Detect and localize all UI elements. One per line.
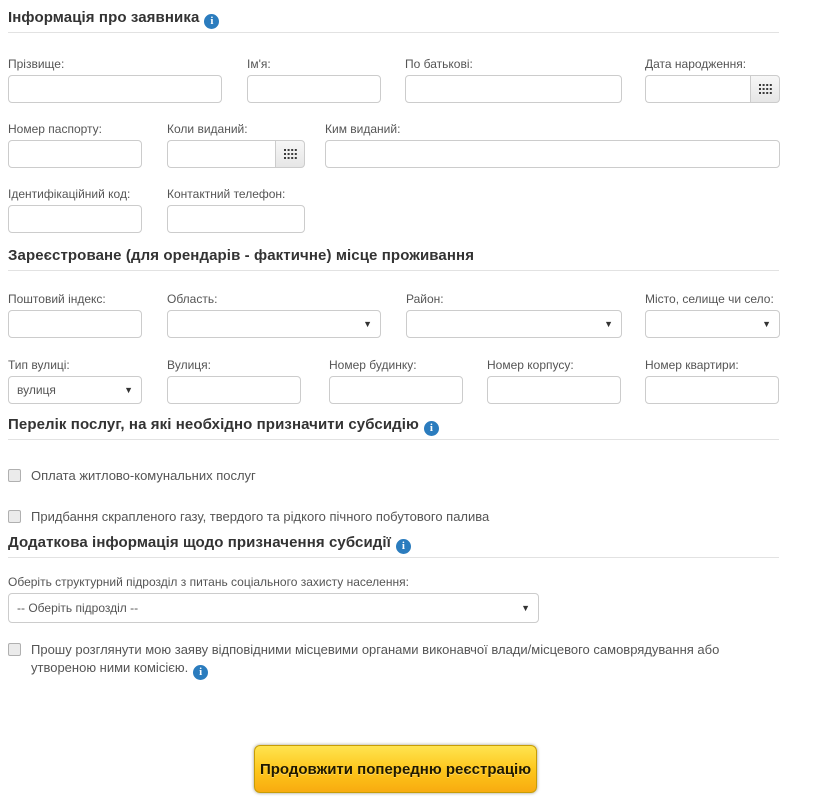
commission-checkbox[interactable] xyxy=(8,643,21,656)
commission-checkbox-text: Прошу розглянути мою заяву відповідними місцевими органами виконавчої влади/місцевого самоврядування або утвореною ними комісією. xyxy=(31,642,720,675)
calendar-grid-icon xyxy=(284,149,297,160)
calendar-grid-icon xyxy=(759,84,772,95)
section-title-applicant-text: Інформація про заявника xyxy=(8,9,200,26)
city-field-group xyxy=(645,292,780,338)
surname-label: Прізвище: xyxy=(8,57,65,71)
house-number-input[interactable] xyxy=(329,376,463,404)
city-label: Місто, селище чи село: xyxy=(645,292,774,306)
region-label: Область: xyxy=(167,292,218,306)
chevron-down-icon: ▼ xyxy=(762,319,771,329)
patronymic-label: По батькові: xyxy=(405,57,473,71)
passport-issue-date-input[interactable] xyxy=(167,140,275,168)
postal-code-label: Поштовий індекс: xyxy=(8,292,106,306)
birth-date-label: Дата народження: xyxy=(645,57,747,71)
section-divider xyxy=(8,557,779,558)
region-select[interactable] xyxy=(167,310,381,338)
section-title-services-text: Перелік послуг, на які необхідно призначити субсидію xyxy=(8,416,419,433)
fuel-checkbox-row xyxy=(8,508,748,526)
district-select[interactable] xyxy=(406,310,622,338)
passport-issued-by-input[interactable] xyxy=(325,140,780,168)
first-name-label: Ім'я: xyxy=(247,57,271,71)
birth-date-field-group xyxy=(645,57,780,103)
section-title-additional xyxy=(8,534,411,554)
street-label: Вулиця: xyxy=(167,358,212,372)
phone-input[interactable] xyxy=(167,205,305,233)
department-field-group xyxy=(8,575,539,623)
utilities-checkbox-label: Оплата житлово-комунальних послуг xyxy=(31,468,256,483)
street-field-group xyxy=(167,358,301,404)
chevron-down-icon: ▼ xyxy=(521,603,530,613)
passport-issue-date-label: Коли виданий: xyxy=(167,122,248,136)
continue-registration-button[interactable]: Продовжити попередню реєстрацію xyxy=(254,745,537,793)
postal-code-input[interactable] xyxy=(8,310,142,338)
street-type-select[interactable] xyxy=(8,376,142,404)
house-number-label: Номер будинку: xyxy=(329,358,417,372)
department-select[interactable] xyxy=(8,593,539,623)
section-divider xyxy=(8,32,779,33)
region-field-group xyxy=(167,292,381,338)
district-field-group xyxy=(406,292,622,338)
tax-id-field-group xyxy=(8,187,142,233)
section-title-services xyxy=(8,416,439,436)
first-name-field-group xyxy=(247,57,381,103)
utilities-checkbox[interactable] xyxy=(8,469,21,482)
chevron-down-icon: ▼ xyxy=(604,319,613,329)
apartment-number-input[interactable] xyxy=(645,376,779,404)
fuel-checkbox-label: Придбання скрапленого газу, твердого та рідкого пічного побутового палива xyxy=(31,509,490,524)
postal-code-field-group xyxy=(8,292,142,338)
fuel-checkbox[interactable] xyxy=(8,510,21,523)
info-icon[interactable]: i xyxy=(204,14,219,29)
commission-checkbox-row xyxy=(8,641,753,680)
section-divider xyxy=(8,270,779,271)
utilities-checkbox-row xyxy=(8,467,748,485)
passport-number-input[interactable] xyxy=(8,140,142,168)
building-number-field-group xyxy=(487,358,621,404)
city-select[interactable] xyxy=(645,310,780,338)
passport-issued-by-label: Ким виданий: xyxy=(325,122,401,136)
tax-id-label: Ідентифікаційний код: xyxy=(8,187,131,201)
patronymic-field-group xyxy=(405,57,622,103)
info-icon[interactable]: i xyxy=(424,421,439,436)
birth-date-input[interactable] xyxy=(645,75,750,103)
chevron-down-icon: ▼ xyxy=(124,385,133,395)
apartment-number-field-group xyxy=(645,358,779,404)
info-icon[interactable]: i xyxy=(193,665,208,680)
chevron-down-icon: ▼ xyxy=(363,319,372,329)
tax-id-input[interactable] xyxy=(8,205,142,233)
house-number-field-group xyxy=(329,358,463,404)
street-type-selected-value: вулиця xyxy=(17,383,56,397)
info-icon[interactable]: i xyxy=(396,539,411,554)
building-number-input[interactable] xyxy=(487,376,621,404)
passport-issued-by-field-group xyxy=(325,122,780,168)
street-input[interactable] xyxy=(167,376,301,404)
passport-issue-date-calendar-button[interactable] xyxy=(275,140,305,168)
birth-date-calendar-button[interactable] xyxy=(750,75,780,103)
surname-field-group xyxy=(8,57,222,103)
department-label: Оберіть структурний підрозділ з питань соціального захисту населення: xyxy=(8,575,409,589)
building-number-label: Номер корпусу: xyxy=(487,358,574,372)
street-type-label: Тип вулиці: xyxy=(8,358,70,372)
section-title-additional-text: Додаткова інформація щодо призначення субсидії xyxy=(8,534,391,551)
section-title-applicant xyxy=(8,9,219,29)
passport-number-label: Номер паспорту: xyxy=(8,122,102,136)
first-name-input[interactable] xyxy=(247,75,381,103)
street-type-field-group xyxy=(8,358,142,404)
commission-checkbox-label xyxy=(31,641,753,680)
patronymic-input[interactable] xyxy=(405,75,622,103)
section-title-residence-text: Зареєстроване (для орендарів - фактичне) місце проживання xyxy=(8,247,475,264)
section-title-residence xyxy=(8,247,474,264)
district-label: Район: xyxy=(406,292,444,306)
apartment-number-label: Номер квартири: xyxy=(645,358,739,372)
passport-issue-date-field-group xyxy=(167,122,305,168)
phone-label: Контактний телефон: xyxy=(167,187,286,201)
department-selected-value: -- Оберіть підрозділ -- xyxy=(17,601,139,615)
surname-input[interactable] xyxy=(8,75,222,103)
passport-number-field-group xyxy=(8,122,142,168)
phone-field-group xyxy=(167,187,305,233)
section-divider xyxy=(8,439,779,440)
